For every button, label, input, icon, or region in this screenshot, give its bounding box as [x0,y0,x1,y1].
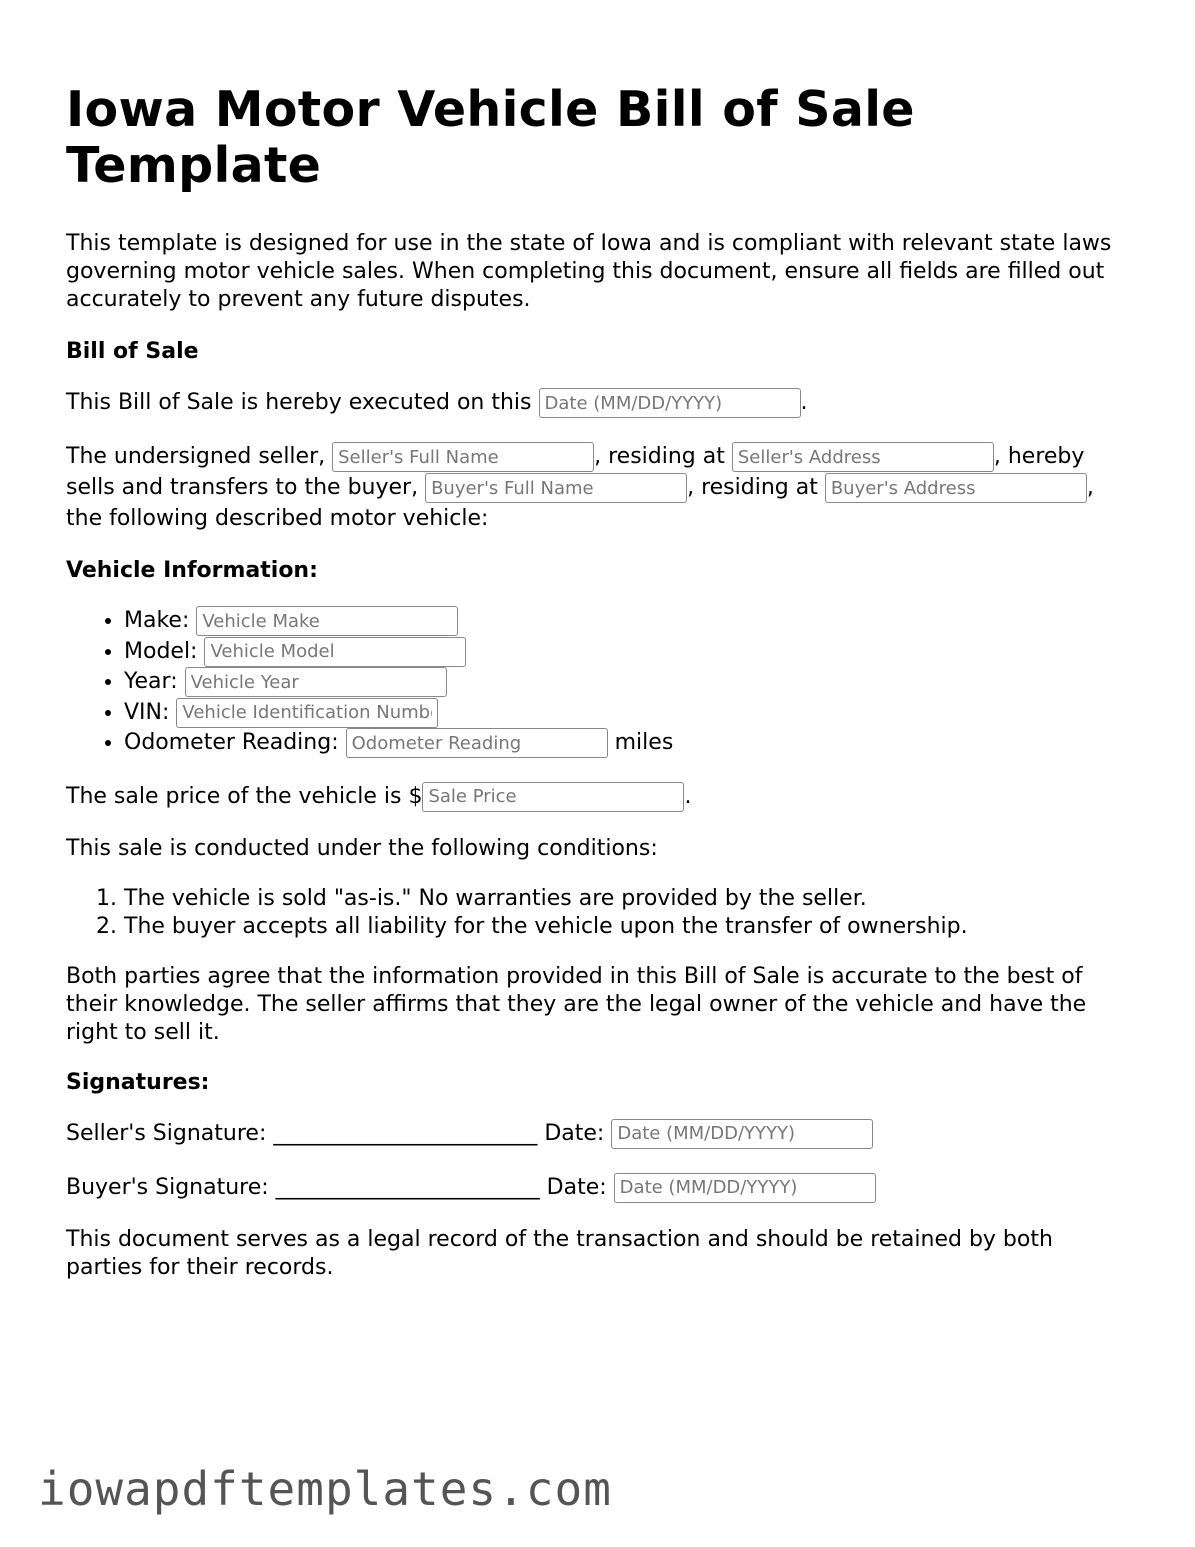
vehicle-make-input[interactable] [196,606,458,636]
odometer-label: Odometer Reading: [124,730,339,755]
seller-name-input[interactable] [332,442,594,472]
odometer-unit: miles [614,730,674,755]
buyer-signature-row [66,1172,1126,1204]
transfer-text-4: , residing at [687,475,818,500]
list-item [124,606,1126,637]
document-page [66,82,1126,1282]
affirmation-paragraph: Both parties agree that the information provided in this Bill of Sale is accurate to the best of their knowledge. The seller affirms that they are the legal owner of the vehicle and have the right to sell it. [66,963,1087,1045]
intro-paragraph: This template is designed for use in the state of Iowa and is compliant with relevant state laws governing motor vehicle sales. When completing this document, ensure all fields are filled out accurately to prevent any future disputes. [66,231,1112,312]
buyer-signature-label: Buyer's Signature: ________________________ Date: [66,1174,607,1200]
seller-signature-row [66,1118,1126,1150]
year-label: Year: [124,669,178,694]
vehicle-year-input[interactable] [185,667,447,697]
page-title: Iowa Motor Vehicle Bill of Sale Template [66,81,915,194]
list-item [124,637,1126,668]
bill-of-sale-heading: Bill of Sale [66,339,199,364]
model-label: Model: [124,638,198,664]
seller-date-input[interactable] [611,1119,873,1149]
list-item [124,728,1126,759]
buyer-date-input[interactable] [614,1173,876,1203]
transfer-paragraph [66,441,1126,534]
sale-price-line [66,781,1126,813]
odometer-input[interactable] [346,728,608,758]
vin-label: VIN: [124,699,170,725]
list-item [124,667,1126,698]
vehicle-vin-input[interactable] [176,698,438,728]
transfer-text-1: The undersigned seller, [66,444,326,469]
buyer-name-input[interactable] [425,473,687,503]
vehicle-info-heading: Vehicle Information: [66,558,318,583]
vehicle-model-input[interactable] [204,637,466,667]
vehicle-info-list [66,606,1126,759]
buyer-address-input[interactable] [825,473,1087,503]
conditions-list [66,885,1126,941]
execution-date-input[interactable] [539,388,801,418]
list-item: 2. The buyer accepts all liability for the vehicle upon the transfer of ownership. [124,913,1126,941]
closing-paragraph: This document serves as a legal record of the transaction and should be retained by both parties for their records. [66,1226,1053,1280]
list-item [124,698,1126,729]
make-label: Make: [124,608,190,633]
transfer-text-5: , the following described motor vehicle: [66,475,1094,531]
price-prefix: The sale price of the vehicle is $ [66,783,423,809]
execution-suffix: . [800,390,808,415]
transfer-text-3: , hereby sells and transfers to the buyer, [66,444,1085,500]
site-watermark: iowapdftemplates.com [38,1462,612,1516]
list-item: 1. The vehicle is sold "as-is." No warranties are provided by the seller. [124,885,1126,913]
seller-address-input[interactable] [732,442,994,472]
price-suffix: . [684,783,692,809]
execution-prefix: This Bill of Sale is hereby executed on this [66,390,532,415]
transfer-text-2: , residing at [594,444,725,469]
signatures-heading: Signatures: [66,1069,210,1095]
conditions-intro: This sale is conducted under the following conditions: [66,835,658,861]
sale-price-input[interactable] [422,782,684,812]
seller-signature-label: Seller's Signature: ________________________ Date: [66,1120,605,1146]
execution-line [66,387,1126,419]
